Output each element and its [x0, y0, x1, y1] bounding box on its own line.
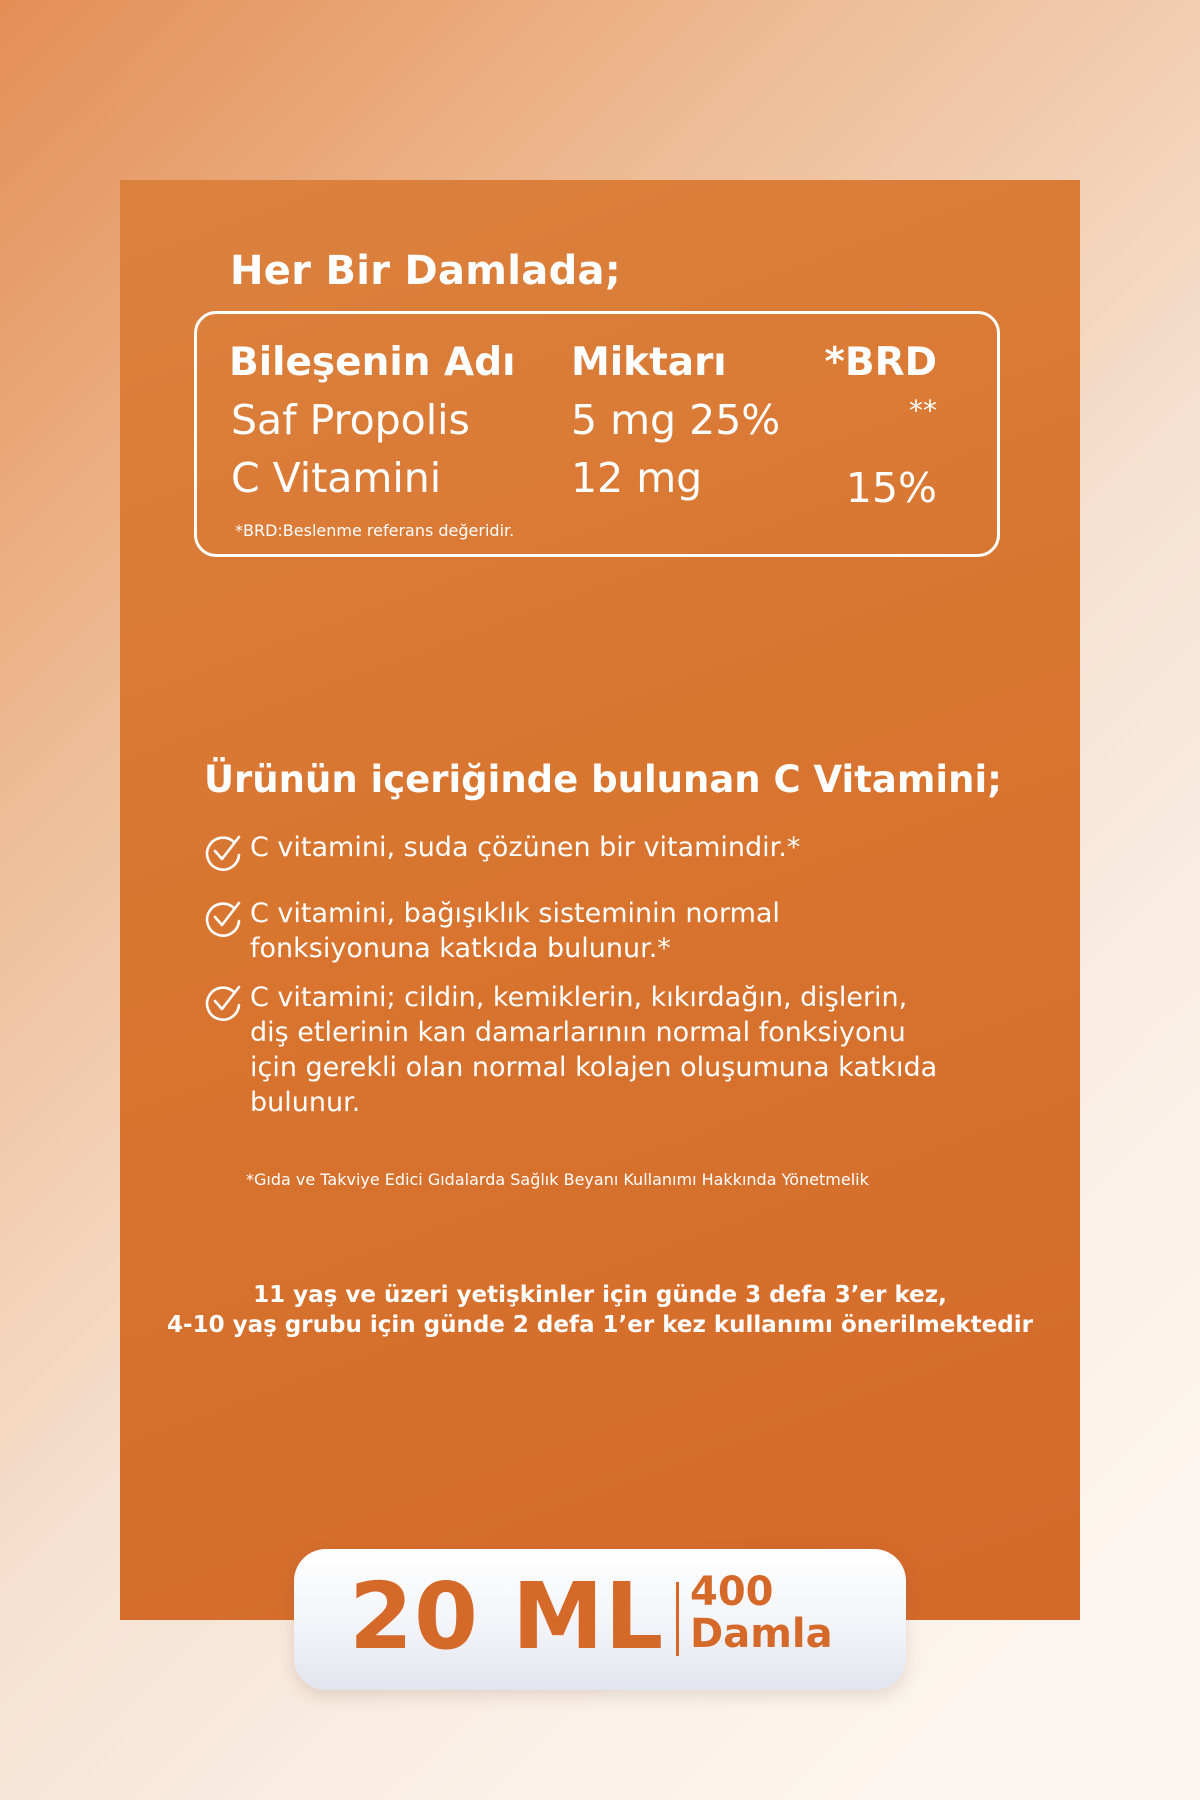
- column-header-name: Bileşenin Adı: [229, 340, 516, 385]
- usage-instructions: [0, 1280, 1200, 1340]
- per-drop-heading: Her Bir Damlada;: [230, 248, 622, 294]
- rda-note: *BRD:Beslenme referans değeridir.: [235, 521, 515, 540]
- info-panel: [120, 180, 1080, 1620]
- row-propolis-amount: 5 mg 25%: [571, 396, 781, 444]
- check-circle-icon: [204, 832, 244, 872]
- benefit-text: C vitamini, bağışıklık sisteminin normal fonksiyonuna katkıda bulunur.*: [250, 898, 780, 964]
- benefit-text: C vitamini; cildin, kemiklerin, kıkırdağın, dişlerin, diş etlerinin kan damarlarının normal fonksiyonu için gerekli olan normal kolajen oluşumuna katkıda bulunur.: [250, 982, 938, 1118]
- column-header-amount: Miktarı: [571, 340, 727, 385]
- drop-count-label: Damla: [690, 1611, 833, 1657]
- row-vitamin-c-name: C Vitamini: [231, 454, 442, 502]
- column-header-rda: *BRD: [824, 340, 937, 385]
- row-vitamin-c-rda: 15%: [845, 464, 937, 512]
- drop-count-number: 400: [690, 1569, 774, 1615]
- regulation-footnote: *Gıda ve Takviye Edici Gıdalarda Sağlık Beyanı Kullanımı Hakkında Yönetmelik: [246, 1170, 869, 1189]
- check-circle-icon: [204, 898, 244, 938]
- row-vitamin-c-amount: 12 mg: [571, 454, 703, 502]
- vitamin-c-heading: Ürünün içeriğinde bulunan C Vitamini;: [204, 758, 1002, 801]
- row-propolis-name: Saf Propolis: [231, 396, 470, 444]
- volume-amount: 20 ML: [349, 1563, 665, 1670]
- usage-line-adults: 11 yaş ve üzeri yetişkinler için günde 3 defa 3’er kez,: [253, 1282, 947, 1308]
- row-propolis-rda: **: [909, 394, 937, 427]
- check-circle-icon: [204, 982, 244, 1022]
- drop-count: [690, 1571, 833, 1655]
- usage-line-children: 4-10 yaş grubu için günde 2 defa 1’er kez kullanımı önerilmektedir: [167, 1312, 1033, 1338]
- benefit-text: C vitamini, suda çözünen bir vitamindir.*: [250, 832, 801, 863]
- ingredients-table: [194, 311, 1000, 557]
- volume-divider: [676, 1582, 679, 1656]
- volume-badge: [294, 1549, 906, 1690]
